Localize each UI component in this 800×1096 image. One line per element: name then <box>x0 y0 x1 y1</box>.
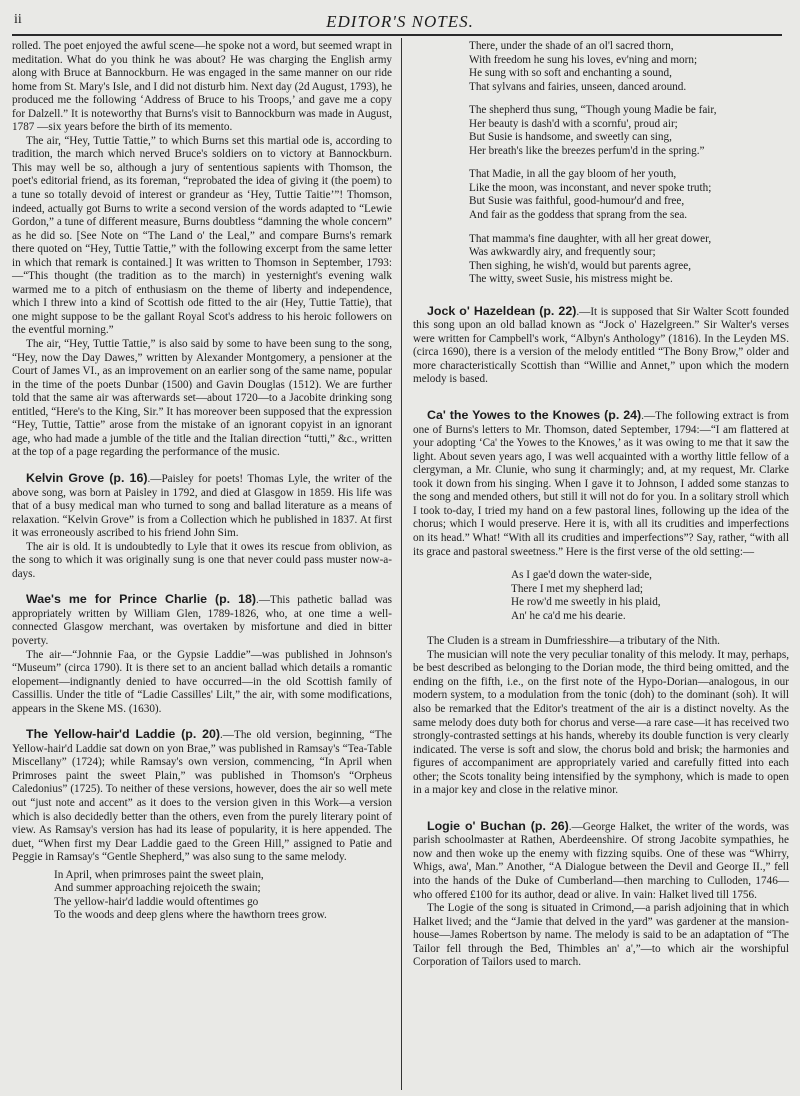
verse-line: In April, when primroses paint the sweet plain, <box>54 868 264 881</box>
paragraph: The Logie of the song is situated in Crimond,—a parish adjoining that in which Halket lived; and the “Jamie that delved in the yard” was gardener at the mansion-house—James Robertson by name. The melody is said to be an adaptation of “The Tailor fell through the Bed, Thimbles an' a',”—to which air the worshipful Corporation of Tailors used to march. <box>413 902 789 969</box>
verse-line: The shepherd thus sung, “Though young Madie be fair, <box>469 104 717 117</box>
page-header <box>14 4 786 34</box>
verse-line: As I gae'd down the water-side, <box>511 569 652 582</box>
right-column <box>413 40 789 970</box>
running-title: EDITOR'S NOTES. <box>326 12 474 31</box>
paragraph: The air—“Johnnie Faa, or the Gypsie Laddie”—was published in Johnson's “Museum” (circa 1790). It is there set to an ancient ballad which details a romantic elopement—indignantly denied to have occurred—in the old Scottish family of Cassillis. Under the title of “Ladie Cassilles' Lilt,” the air, with some modifications, appears in the Skene MS. (1630). <box>12 648 392 715</box>
verse-line: To the woods and deep glens where the hawthorn trees grow. <box>54 909 327 922</box>
verse-stanza <box>413 40 789 94</box>
verse-line: Like the moon, was inconstant, and never spoke truth; <box>469 181 712 194</box>
section-ca-the-yowes <box>413 409 789 798</box>
verse-line: He sung with so soft and enchanting a sound, <box>469 67 672 80</box>
verse-stanza <box>413 168 789 222</box>
verse-block <box>413 569 789 623</box>
verse-line: That mamma's fine daughter, with all her great dower, <box>469 232 712 245</box>
paragraph: rolled. The poet enjoyed the awful scene—he spoke not a word, but seemed wrapt in meditation. What do you think he was about? He was charging the English army along with Bruce at Bannockburn. He was engaged in the same manner on our ride home from St. Mary's Isle, and I did not disturb him. Next day (2d August, 1793), he produced me the following ‘Address of Bruce to his Troops,’ and gave me a copy for Dalzell.” It is noteworthy that Burns's visit to Bannockburn was made in August, 1787 —six years before the birth of its memento. <box>12 40 392 134</box>
verse-line: There I met my shepherd lad; <box>511 582 644 595</box>
paragraph: The musician will note the very peculiar tonality of this melody. It may, perhaps, be best described as belonging to the Dorian mode, the third being omitted, and the ending on the fifth, i.e., on the first note of the Hypo-Dorian—analogous, in our modern system, to a modulation from the tonic (doh) to the dominant (soh). It will also be remarked that the Editor's treatment of the air is a distinct novelty. As the same melody does duty both for chorus and verse—a rare case—it has received two strongly-contrasted settings at his hands, whereby its double function is very clearly indicated. The verse is soft and slow, the chorus bold and brisk; the harmonies and figures of accompaniment are appropriately varied and carefully fitted into each other; the Scots tonality being intensified by the symphony, which is made to open in a major key and close in the relative minor. <box>413 648 789 797</box>
section-logie-o-buchan <box>413 820 789 970</box>
paragraph-text: .—The following extract is from one of Burns's letters to Mr. Thomson, dated September, 1794:—“I am flattered at your adopting ‘Ca' the Yowes to the Knowes,’ as it was owing to me that it saw the light. About seven years ago, I was well acquainted with a worthy little fellow of a clergyman, a Mr. Clunie, who sung it charmingly; and, at my request, Mr. Clarke took it down from his singing. When I gave it to Johnson, I added some stanzas to the song and mended others, but still it will not do for you. In a solitary stroll which I took to-day, I tried my hand on a few pastoral lines, following up the idea of the chorus; which I would preserve. Here it is, with all its crudities and imperfections on its head.” What! “With all its crudities and imperfections”? Say, rather, “with all its grace and pastoral sweetness.” Here is the first verse of the old setting:— <box>413 410 789 558</box>
page-number: ii <box>14 12 22 27</box>
header-rule <box>12 34 782 36</box>
verse-stanza <box>413 104 789 158</box>
verse-block <box>12 869 392 923</box>
section-heading: The Yellow-hair'd Laddie (p. 20) <box>26 727 220 742</box>
section-yellow-haird-laddie <box>12 728 392 923</box>
section-heading: Ca' the Yowes to the Knowes (p. 24) <box>427 408 642 423</box>
verse-line: An' he ca'd me his dearie. <box>511 609 626 622</box>
verse-stanza <box>413 233 789 287</box>
paragraph: The air, “Hey, Tuttie Tattie,” is also said by some to have been sung to the song, “Hey, now the Day Dawes,” written by Alexander Montgomery, a pensioner at the Court of James VI., as an improvement on an earlier song of the same name, popular in the time of the poets Dunbar (1500) and Gavin Douglas (1512). We are further told that the same air was afterwards set—about 1720—to a Jacobite drinking song entitled, “Here's to the King, Sir.” It has moreover been supposed that the expression “Hey, Tuttie, Tattie” arose from the mistake of an ignorant copyist in an ignorant age, who had made a jumble of the title and the Italian direction “tutti,” &c., written at the top of a page regarding the performance of the music. <box>12 338 392 459</box>
section-heading: Wae's me for Prince Charlie (p. 18) <box>26 592 257 607</box>
paragraph: The air, “Hey, Tuttie Tattie,” to which Burns set this martial ode is, according to tradition, the march which nerved Bruce's soldiers on to victory at Bannockburn. This may well be so, although a jury of sententious sapients with Thomson, the poet's editorial friend, as its foreman, “reprobated the idea of giving it (the poem) to a tune so totally devoid of interest or grandeur as ‘Hey, Tuttie Taitie’”! Thomson, indeed, actually got Burns to write a second version of the words adapted to “Lewie Gordon,” a tune of different measure, Burns doubtless “damning the whole concern” as he did so. [See Note on “The Land o' the Leal,” and compare Burns's remark there quoted on “Hey, Tuttie Tattie,” with the following excerpt from the same letter in which that remark is contained.] It was written to Thomson in September, 1793:—“This thought (the tradition as to the march) in yesternight's evening walk warmed me to a pitch of enthusiasm on the theme of liberty and independence, which I threw into a kind of Scottish ode fitted to the air (Hey, Tuttie Tattie), that one might suppose to be the gallant Royal Scot's address to his heroic followers on the eventful morning.” <box>12 134 392 337</box>
verse-line: But Susie was faithful, good-humour'd and free, <box>469 195 685 208</box>
verse-line: There, under the shade of an ol'l sacred thorn, <box>469 40 674 52</box>
paragraph-text: .—George Halket, the writer of the words, was parish schoolmaster at Rathen, Aberdeenshire. Of strong Jacobite sympathies, he now and then woke up the enemy with fizzing squibs. One of these was “Whirry, Whigs, awa', Man.” Another, “A Dialogue between the Devil and George II.,” fell into the hands of the Duke of Cumberland—then marching to Culloden, 1746—who offered £100 for its author, dead or alive. In vain: Halket lived till 1756. <box>413 820 789 901</box>
verse-line: But Susie is handsome, and sweetly can sing, <box>469 131 672 144</box>
verse-line: Then sighing, he wish'd, would but parents agree, <box>469 259 691 272</box>
paragraph-text: .—Paisley for poets! Thomas Lyle, the writer of the above song, was born at Paisley in 1792, and died at Glasgow in 1859. His life was that of a busy medical man who turned to song and ballad literature as a means of relaxation. “Kelvin Grove” is from a Collection which he published in 1837. At first it was erroneously ascribed to his friend John Sim. <box>12 472 392 540</box>
verse-line: The witty, sweet Susie, his mistress might be. <box>469 273 673 286</box>
verse-line: And fair as the goddess that sprang from the sea. <box>469 209 688 222</box>
paragraph-text: .—This pathetic ballad was appropriately written by William Glen, 1789-1826, who, at one time a well-connected Glasgow merchant, was overtaken by misfortune and died in bitter poverty. <box>12 594 392 647</box>
verse-line: Was awkwardly airy, and frequently sour; <box>469 246 656 259</box>
section-kelvin-grove <box>12 472 392 581</box>
section-heading: Kelvin Grove (p. 16) <box>26 470 148 485</box>
verse-line: With freedom he sung his loves, ev'ning and morn; <box>469 53 698 66</box>
section-waes-me-for-prince-charlie <box>12 593 392 716</box>
verse-line: And summer approaching rejoiceth the swain; <box>54 882 261 895</box>
paragraph-text: .—The old version, beginning, “The Yellow-hair'd Laddie sat down on yon Brae,” was published in Ramsay's “Tea-Table Miscellany” (1724); while Ramsay's own version, commencing, “In April when Primroses paint the sweet Plain,” was published in Thomson's “Orpheus Caledonius” (1725). To neither of these versions, however, does the air so well mete out “just note and accent” as it does to the version given in this Work—a version which is also decidedly better than the others, even from the purely literary point of view. As Ramsay's version has had its lease of popularity, it is here appended. The duet, “When first my Dear Laddie gaed to the Green Hill,” assigned to Patie and Peggie in Ramsay's “Gentle Shepherd,” was also sung to the same melody. <box>12 729 392 864</box>
verse-line: Her breath's like the breezes perfum'd in the spring.” <box>469 144 705 157</box>
paragraph: The air is old. It is undoubtedly to Lyle that it owes its rescue from oblivion, as the song to which it was originally sung is one that never could pass muster now-a-days. <box>12 540 392 580</box>
section-heading: Logie o' Buchan (p. 26) <box>427 818 569 833</box>
left-column <box>12 40 392 927</box>
verse-line: He row'd me sweetly in his plaid, <box>511 596 661 609</box>
paragraph: The Cluden is a stream in Dumfriesshire—a tributary of the Nith. <box>427 635 720 648</box>
section-heading: Jock o' Hazeldean (p. 22) <box>427 303 577 318</box>
verse-line: Her beauty is dash'd with a scornfu', proud air; <box>469 117 678 130</box>
verse-line: That Madie, in all the gay bloom of her youth, <box>469 168 677 181</box>
verse-line: That sylvans and fairies, unseen, danced around. <box>469 80 687 93</box>
paragraph-text: .—It is supposed that Sir Walter Scott founded this song upon an old ballad known as “Jock o' Hazelgreen.” Sir Walter's verses were written for Campbell's work, “Albyn's Anthology” (1816). In the Leyden MS. (circa 1690), there is a version of the melody entitled “The Bony Brow,” older and more characteristically Scottish than “Willie and Annet,” upon which the modern melody is based. <box>413 305 789 386</box>
section-jock-o-hazeldean <box>413 305 789 387</box>
column-divider <box>401 38 402 1090</box>
verse-line: The yellow-hair'd laddie would oftentimes go <box>54 895 259 908</box>
